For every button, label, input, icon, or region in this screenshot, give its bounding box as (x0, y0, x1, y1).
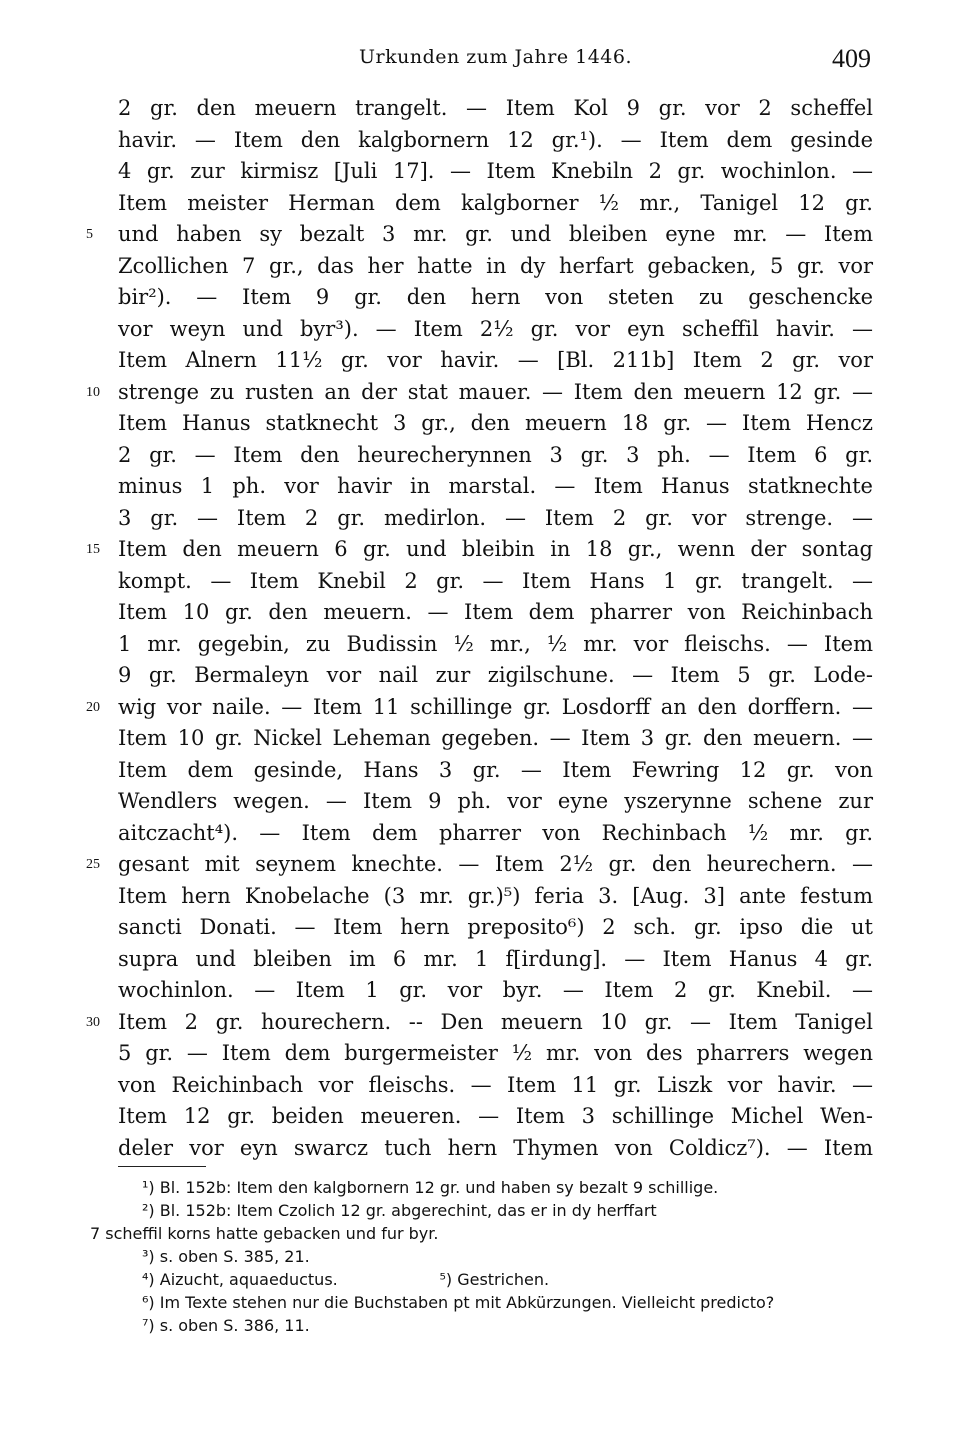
text-line (118, 1133, 873, 1165)
text-line (86, 1007, 873, 1039)
text-line (118, 944, 873, 976)
text-line (118, 471, 873, 503)
text-line (86, 849, 873, 881)
text-line (118, 786, 873, 818)
line-text: 2 gr. — Item den heurecherynnen 3 gr. 3 ph. — Item 6 gr. (118, 442, 873, 467)
footnote: ²) Bl. 152b: Item Czolich 12 gr. abgerechint, das er in dy herffart (142, 1201, 657, 1220)
line-text: Item den meuern 6 gr. und bleibin in 18 gr., wenn der sontag (118, 537, 873, 561)
page-number: 409 (832, 44, 871, 73)
line-number: 30 (86, 1014, 100, 1030)
line-text: gesant mit seynem knechte. — Item 2½ gr. den heurechern. — (118, 852, 873, 876)
line-text: Item Hanus statknecht 3 gr., den meuern 18 gr. — Item Hencz (118, 411, 873, 435)
line-number: 15 (86, 542, 100, 557)
line-text: bir²). — Item 9 gr. den hern von steten zu geschencke (118, 285, 873, 309)
text-line (118, 1070, 873, 1102)
running-head: Urkunden zum Jahre 1446. (358, 46, 632, 68)
line-text: wig vor naile. — Item 11 schillinge gr. Losdorff an den dorffern. — (118, 694, 873, 719)
text-line (118, 1038, 873, 1070)
line-text: Item Alnern 11½ gr. vor havir. — [Bl. 211b] Item 2 gr. vor (118, 348, 873, 372)
line-text: Item dem gesinde, Hans 3 gr. — Item Fewring 12 gr. von (118, 757, 873, 782)
page-header (118, 44, 873, 78)
line-text: 4 gr. zur kirmisz [Juli 17]. — Item Knebiln 2 gr. wochinlon. — (118, 159, 873, 183)
line-text: 9 gr. Bermaleyn vor nail zur zigilschune. — Item 5 gr. Lode- (118, 663, 873, 687)
text-line (118, 1101, 873, 1133)
text-line (118, 975, 873, 1007)
text-line (118, 125, 873, 157)
text-line (118, 755, 873, 787)
text-line (118, 912, 873, 944)
footnote: ⁶) Im Texte stehen nur die Buchstaben pt mit Abkürzungen. Vielleicht predicto? (142, 1293, 775, 1312)
footnotes (90, 1176, 880, 1337)
text-line (118, 597, 873, 629)
line-text: Item 12 gr. beiden meueren. — Item 3 schillinge Michel Wen- (118, 1104, 873, 1128)
line-text: von Reichinbach vor fleischs. — Item 11 gr. Liszk vor havir. — (118, 1072, 873, 1097)
line-text: strenge zu rusten an der stat mauer. — Item den meuern 12 gr. — (118, 379, 873, 404)
text-line (86, 692, 873, 724)
line-text: sancti Donati. — Item hern preposito⁶) 2 sch. gr. ipso die ut (118, 915, 873, 939)
text-line (118, 440, 873, 472)
line-text: Item 10 gr. Nickel Leheman gegeben. — Item 3 gr. den meuern. — (118, 726, 873, 750)
text-line (118, 503, 873, 535)
line-text: 1 mr. gegebin, zu Budissin ½ mr., ½ mr. vor fleischs. — Item (118, 631, 873, 656)
text-line (86, 377, 873, 409)
text-line (118, 629, 873, 661)
line-text: Zcollichen 7 gr., das her hatte in dy herfart gebacken, 5 gr. vor (118, 253, 873, 278)
text-line (118, 188, 873, 220)
text-line (118, 818, 873, 850)
footnote: ³) s. oben S. 385, 21. (142, 1247, 310, 1266)
line-text: vor weyn und byr³). — Item 2½ gr. vor eyn scheffil havir. — (118, 316, 873, 341)
line-text: minus 1 ph. vor havir in marstal. — Item Hanus statknechte (118, 474, 873, 498)
line-text: 2 gr. den meuern trangelt. — Item Kol 9 gr. vor 2 scheffel (118, 96, 873, 120)
footnote: ⁷) s. oben S. 386, 11. (142, 1316, 310, 1335)
text-line (118, 282, 873, 314)
footnote: ¹) Bl. 152b: Item den kalgbornern 12 gr. und haben sy bezalt 9 schillige. (142, 1178, 719, 1197)
line-text: Item 2 gr. hourechern. -- Den meuern 10 gr. — Item Tanigel (118, 1009, 873, 1034)
line-text: und haben sy bezalt 3 mr. gr. und bleiben eyne mr. — Item (118, 222, 873, 246)
text-line (86, 534, 873, 566)
line-text: havir. — Item den kalgbornern 12 gr.¹). — Item dem gesinde (118, 127, 873, 152)
line-text: deler vor eyn swarcz tuch hern Thymen von Coldicz⁷). — Item (118, 1135, 873, 1160)
text-line (118, 314, 873, 346)
line-text: Item hern Knobelache (3 mr. gr.)⁵) feria 3. [Aug. 3] ante festum (118, 883, 873, 908)
main-text (86, 93, 873, 1164)
text-line (118, 723, 873, 755)
line-text: Wendlers wegen. — Item 9 ph. vor eyne yszerynne schene zur (118, 789, 873, 813)
line-text: wochinlon. — Item 1 gr. vor byr. — Item 2 gr. Knebil. — (118, 978, 873, 1002)
footnote: 7 scheffil korns hatte gebacken und fur byr. (90, 1224, 439, 1243)
text-line (118, 345, 873, 377)
footnote: ⁴) Aizucht, aquaeductus. ⁵) Gestrichen. (142, 1270, 550, 1289)
line-number: 5 (86, 227, 93, 242)
text-line (118, 251, 873, 283)
text-line (118, 660, 873, 692)
text-line (118, 156, 873, 188)
footnote-rule (118, 1166, 206, 1167)
text-line (118, 93, 873, 125)
line-text: 5 gr. — Item dem burgermeister ½ mr. von des pharrers wegen (118, 1041, 873, 1065)
line-number: 10 (86, 384, 100, 400)
text-line (118, 566, 873, 598)
line-text: Item meister Herman dem kalgborner ½ mr., Tanigel 12 gr. (118, 190, 873, 215)
text-line (118, 408, 873, 440)
line-text: 3 gr. — Item 2 gr. medirlon. — Item 2 gr. vor strenge. — (118, 505, 873, 530)
line-text: Item 10 gr. den meuern. — Item dem pharrer von Reichinbach (118, 600, 873, 624)
text-line (118, 881, 873, 913)
line-number: 25 (86, 857, 100, 872)
text-line (86, 219, 873, 251)
line-text: kompt. — Item Knebil 2 gr. — Item Hans 1 gr. trangelt. — (118, 568, 873, 593)
line-text: aitczacht⁴). — Item dem pharrer von Rechinbach ½ mr. gr. (118, 820, 873, 845)
line-text: supra und bleiben im 6 mr. 1 f[irdung]. — Item Hanus 4 gr. (118, 946, 873, 971)
line-number: 20 (86, 699, 100, 715)
